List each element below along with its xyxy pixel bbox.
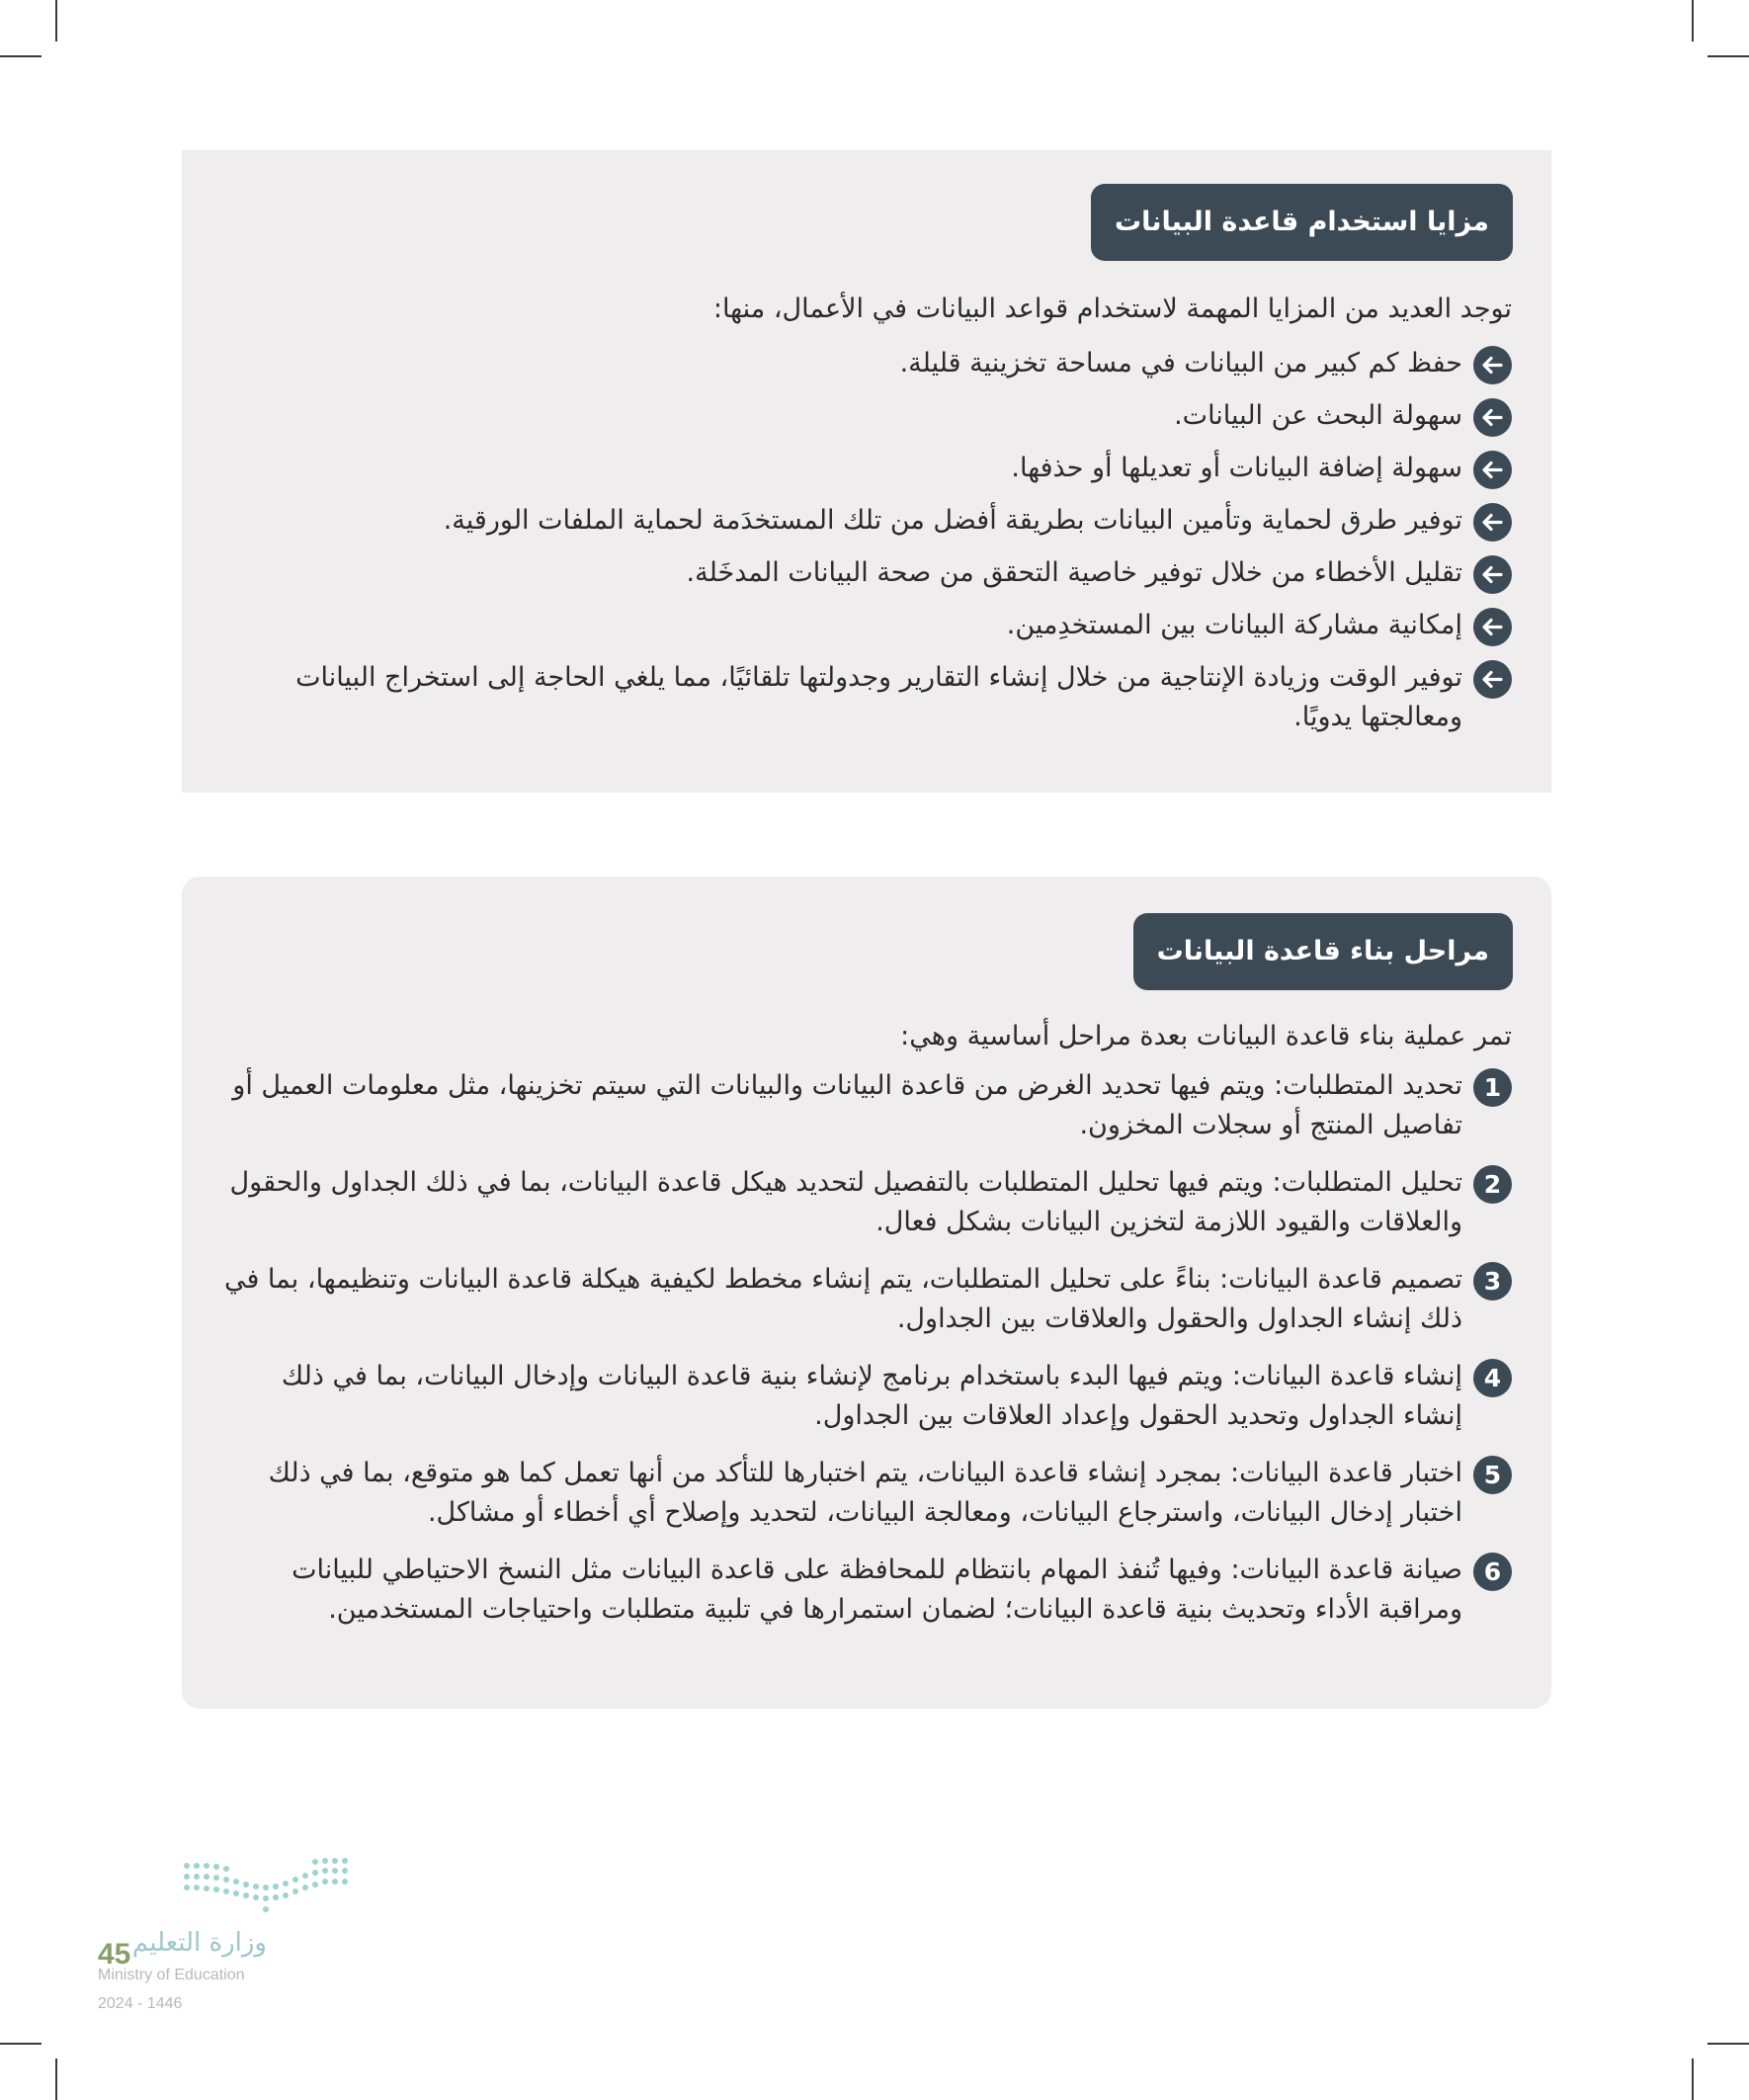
- arrow-left-icon: [1473, 398, 1512, 437]
- list-item: [221, 344, 1512, 383]
- list-item: [221, 1357, 1512, 1436]
- step-number-badge: 5: [1473, 1456, 1512, 1494]
- crop-mark: [1692, 0, 1694, 42]
- arrow-left-icon: [1473, 346, 1512, 384]
- crop-mark: [0, 2043, 42, 2045]
- list-item: [221, 1066, 1512, 1145]
- advantage-text: توفير الوقت وزيادة الإنتاجية من خلال إنشاء التقارير وجدولتها تلقائيًا، مما يلغي الحاجة إلى استخراج البيانات ومعالجتها يدويًا.: [295, 662, 1462, 732]
- list-item: [221, 1260, 1512, 1339]
- edition-year: 2024 - 1446: [98, 1995, 183, 2012]
- list-item: [221, 606, 1512, 645]
- advantage-text: توفير طرق لحماية وتأمين البيانات بطريقة أفضل من تلك المستخدَمة لحماية الملفات الورقية.: [443, 505, 1462, 536]
- step-number-badge: 6: [1473, 1553, 1512, 1591]
- advantage-text: إمكانية مشاركة البيانات بين المستخدِمين.: [1006, 610, 1462, 640]
- advantages-list: [221, 344, 1512, 750]
- list-item: [221, 658, 1512, 737]
- stages-panel: [182, 877, 1551, 1709]
- list-item: [221, 396, 1512, 436]
- arrow-left-icon: [1473, 660, 1512, 699]
- advantages-intro: توجد العديد من المزايا المهمة لاستخدام قواعد البيانات في الأعمال، منها:: [712, 294, 1512, 324]
- stage-text: إنشاء قاعدة البيانات: ويتم فيها البدء باستخدام برنامج لإنشاء بنية قاعدة البيانات وإدخال البيانات، بما في ذلك إنشاء الجداول وتحديد الحقول وإعداد العلاقات بين الجداول.: [281, 1361, 1462, 1431]
- crop-mark: [0, 55, 42, 57]
- arrow-left-icon: [1473, 555, 1512, 594]
- advantage-text: حفظ كم كبير من البيانات في مساحة تخزينية قليلة.: [899, 348, 1462, 378]
- ministry-logo-icon: [181, 1858, 351, 1913]
- advantage-text: تقليل الأخطاء من خلال توفير خاصية التحقق من صحة البيانات المدخَلة.: [686, 557, 1462, 588]
- advantages-title: مزايا استخدام قاعدة البيانات: [1091, 184, 1513, 261]
- list-item: [221, 1454, 1512, 1533]
- crop-mark: [55, 2058, 57, 2100]
- list-item: [221, 1551, 1512, 1630]
- ministry-name-english: Ministry of Education: [98, 1967, 245, 1983]
- page-number: 45: [98, 1938, 131, 1971]
- arrow-left-icon: [1473, 451, 1512, 489]
- list-item: [221, 1163, 1512, 1242]
- advantage-text: سهولة إضافة البيانات أو تعديلها أو حذفها.: [1011, 453, 1462, 483]
- crop-mark: [1692, 2058, 1694, 2100]
- ministry-name-arabic: وزارة التعليم: [131, 1928, 267, 1958]
- arrow-left-icon: [1473, 503, 1512, 542]
- step-number-badge: 2: [1473, 1165, 1512, 1204]
- advantage-text: سهولة البحث عن البيانات.: [1174, 400, 1462, 431]
- list-item: [221, 449, 1512, 488]
- step-number-badge: 1: [1473, 1068, 1512, 1107]
- stage-text: صيانة قاعدة البيانات: وفيها تُنفذ المهام بانتظام للمحافظة على قاعدة البيانات مثل النسخ الاحتياطي للبيانات ومراقبة الأداء وتحديث بنية قاعدة البيانات؛ لضمان استمرارها في تلبية متطلبات واحتياجات المستخدمين.: [292, 1554, 1462, 1625]
- stages-title: مراحل بناء قاعدة البيانات: [1133, 913, 1513, 990]
- crop-mark: [1707, 55, 1749, 57]
- arrow-left-icon: [1473, 608, 1512, 646]
- list-item: [221, 501, 1512, 541]
- crop-mark: [55, 0, 57, 42]
- stage-text: تحديد المتطلبات: ويتم فيها تحديد الغرض من قاعدة البيانات والبيانات التي سيتم تخزينها، مثل معلومات العميل أو تفاصيل المنتج أو سجلات المخزون.: [232, 1070, 1462, 1140]
- stage-text: تحليل المتطلبات: ويتم فيها تحليل المتطلبات بالتفصيل لتحديد هيكل قاعدة البيانات، بما في ذلك الجداول والحقول والعلاقات والقيود اللازمة لتخزين البيانات بشكل فعال.: [229, 1167, 1462, 1237]
- advantages-panel: [182, 150, 1551, 793]
- stage-text: تصميم قاعدة البيانات: بناءً على تحليل المتطلبات، يتم إنشاء مخطط لكيفية هيكلة قاعدة البيانات وتنظيمها، بما في ذلك إنشاء الجداول والحقول والعلاقات بين الجداول.: [223, 1264, 1462, 1334]
- crop-mark: [1707, 2043, 1749, 2045]
- list-item: [221, 553, 1512, 593]
- step-number-badge: 3: [1473, 1262, 1512, 1301]
- stages-intro: تمر عملية بناء قاعدة البيانات بعدة مراحل أساسية وهي:: [900, 1021, 1512, 1051]
- stage-text: اختبار قاعدة البيانات: بمجرد إنشاء قاعدة البيانات، يتم اختبارها للتأكد من أنها تعمل كما هو متوقع، بما في ذلك اختبار إدخال البيانات، واسترجاع البيانات، ومعالجة البيانات، لتحديد وإصلاح أي أخطاء أو مشاكل.: [268, 1458, 1462, 1528]
- step-number-badge: 4: [1473, 1359, 1512, 1397]
- stages-list: [221, 1066, 1512, 1647]
